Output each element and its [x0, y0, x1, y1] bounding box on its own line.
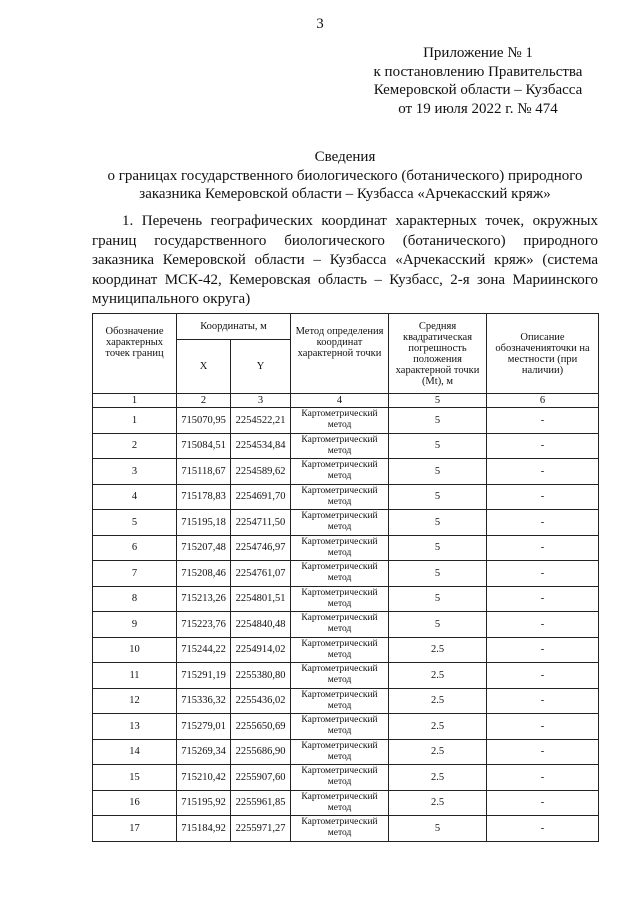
point-number: 2 — [93, 433, 177, 459]
point-description: - — [487, 663, 599, 689]
mean-square-error: 2.5 — [389, 739, 487, 765]
y-coordinate: 2254801,51 — [231, 586, 291, 612]
column-number: 5 — [389, 394, 487, 408]
header-description: Описание обозначенияточки на местности (при наличии) — [487, 314, 599, 394]
point-number: 9 — [93, 612, 177, 638]
point-number: 12 — [93, 688, 177, 714]
point-description: - — [487, 459, 599, 485]
y-coordinate: 2255650,69 — [231, 714, 291, 740]
column-numbers-row — [93, 394, 599, 408]
mean-square-error: 2.5 — [389, 663, 487, 689]
point-number: 14 — [93, 739, 177, 765]
table-row — [93, 816, 599, 842]
header-coords: Координаты, м — [177, 314, 291, 340]
x-coordinate: 715207,48 — [177, 535, 231, 561]
point-number: 4 — [93, 484, 177, 510]
method: Картометрический метод — [291, 637, 389, 663]
point-number: 1 — [93, 408, 177, 434]
mean-square-error: 2.5 — [389, 637, 487, 663]
table-row — [93, 510, 599, 536]
appendix-line-3: Кемеровской области – Кузбасса — [373, 82, 583, 98]
table-body — [93, 408, 599, 842]
method: Картометрический метод — [291, 535, 389, 561]
x-coordinate: 715279,01 — [177, 714, 231, 740]
point-description: - — [487, 586, 599, 612]
mean-square-error: 2.5 — [389, 790, 487, 816]
y-coordinate: 2255961,85 — [231, 790, 291, 816]
y-coordinate: 2255907,60 — [231, 765, 291, 791]
x-coordinate: 715336,32 — [177, 688, 231, 714]
mean-square-error: 5 — [389, 408, 487, 434]
method: Картометрический метод — [291, 765, 389, 791]
point-description: - — [487, 408, 599, 434]
header-y: Y — [231, 340, 291, 394]
table-row — [93, 688, 599, 714]
table-row — [93, 790, 599, 816]
point-number: 16 — [93, 790, 177, 816]
point-description: - — [487, 433, 599, 459]
y-coordinate: 2254711,50 — [231, 510, 291, 536]
mean-square-error: 5 — [389, 433, 487, 459]
table-row — [93, 663, 599, 689]
table-row — [93, 459, 599, 485]
y-coordinate: 2254534,84 — [231, 433, 291, 459]
point-description: - — [487, 688, 599, 714]
x-coordinate: 715210,42 — [177, 765, 231, 791]
header-point: Обозначение характерных точек границ — [93, 314, 177, 394]
point-number: 13 — [93, 714, 177, 740]
y-coordinate: 2254746,97 — [231, 535, 291, 561]
point-number: 11 — [93, 663, 177, 689]
table-row — [93, 484, 599, 510]
table-row — [93, 739, 599, 765]
table-row — [93, 586, 599, 612]
appendix-line-4: от 19 июля 2022 г. № 474 — [398, 100, 558, 117]
mean-square-error: 5 — [389, 561, 487, 587]
method: Картометрический метод — [291, 816, 389, 842]
method: Картометрический метод — [291, 561, 389, 587]
heading-line-3: заказника Кемеровской области – Кузбасса «Арчекасский кряж» — [139, 186, 551, 202]
point-description: - — [487, 561, 599, 587]
y-coordinate: 2254840,48 — [231, 612, 291, 638]
table-row — [93, 765, 599, 791]
table-row — [93, 612, 599, 638]
mean-square-error: 5 — [389, 484, 487, 510]
intro-paragraph: 1. Перечень географических координат характерных точек, окружных границ государственного биологического (ботанического) природного заказника Кемеровской области – Кузбасса «Арчекасский кряж» (система координат МСК-42, Кемеровская область – Кузбасс, 2-я зона Мариинского муниципального округа) — [92, 213, 598, 307]
heading-line-2: о границах государственного биологического (ботанического) природного — [107, 167, 583, 184]
header-error: Средняя квадратическая погрешность положения характерной точки (Mt), м — [389, 314, 487, 394]
mean-square-error: 5 — [389, 459, 487, 485]
mean-square-error: 5 — [389, 816, 487, 842]
column-number: 3 — [231, 394, 291, 408]
point-description: - — [487, 612, 599, 638]
mean-square-error: 5 — [389, 612, 487, 638]
y-coordinate: 2255686,90 — [231, 739, 291, 765]
method: Картометрический метод — [291, 714, 389, 740]
point-description: - — [487, 714, 599, 740]
method: Картометрический метод — [291, 663, 389, 689]
x-coordinate: 715244,22 — [177, 637, 231, 663]
x-coordinate: 715223,76 — [177, 612, 231, 638]
header-method: Метод определения координат характерной точки — [291, 314, 389, 394]
x-coordinate: 715118,67 — [177, 459, 231, 485]
point-number: 17 — [93, 816, 177, 842]
method: Картометрический метод — [291, 688, 389, 714]
method: Картометрический метод — [291, 459, 389, 485]
method: Картометрический метод — [291, 433, 389, 459]
mean-square-error: 2.5 — [389, 714, 487, 740]
point-description: - — [487, 484, 599, 510]
point-description: - — [487, 790, 599, 816]
table-row — [93, 408, 599, 434]
x-coordinate: 715195,92 — [177, 790, 231, 816]
mean-square-error: 5 — [389, 535, 487, 561]
point-number: 15 — [93, 765, 177, 791]
appendix-block — [360, 44, 596, 118]
coordinates-table — [92, 313, 599, 842]
x-coordinate: 715208,46 — [177, 561, 231, 587]
y-coordinate: 2255971,27 — [231, 816, 291, 842]
point-number: 5 — [93, 510, 177, 536]
y-coordinate: 2254589,62 — [231, 459, 291, 485]
table-row — [93, 433, 599, 459]
mean-square-error: 5 — [389, 510, 487, 536]
method: Картометрический метод — [291, 790, 389, 816]
point-number: 7 — [93, 561, 177, 587]
column-number: 1 — [93, 394, 177, 408]
point-number: 8 — [93, 586, 177, 612]
x-coordinate: 715269,34 — [177, 739, 231, 765]
header-x: X — [177, 340, 231, 394]
point-description: - — [487, 510, 599, 536]
x-coordinate: 715084,51 — [177, 433, 231, 459]
y-coordinate: 2254522,21 — [231, 408, 291, 434]
column-number: 6 — [487, 394, 599, 408]
method: Картометрический метод — [291, 586, 389, 612]
x-coordinate: 715291,19 — [177, 663, 231, 689]
appendix-line-2: к постановлению Правительства — [373, 63, 583, 80]
point-description: - — [487, 765, 599, 791]
point-number: 6 — [93, 535, 177, 561]
table-row — [93, 714, 599, 740]
y-coordinate: 2254914,02 — [231, 637, 291, 663]
method: Картометрический метод — [291, 408, 389, 434]
column-number: 2 — [177, 394, 231, 408]
method: Картометрический метод — [291, 510, 389, 536]
mean-square-error: 2.5 — [389, 688, 487, 714]
point-description: - — [487, 535, 599, 561]
table-row — [93, 637, 599, 663]
point-description: - — [487, 816, 599, 842]
x-coordinate: 715178,83 — [177, 484, 231, 510]
x-coordinate: 715070,95 — [177, 408, 231, 434]
y-coordinate: 2254691,70 — [231, 484, 291, 510]
method: Картометрический метод — [291, 739, 389, 765]
mean-square-error: 5 — [389, 586, 487, 612]
point-number: 3 — [93, 459, 177, 485]
table-row — [93, 535, 599, 561]
method: Картометрический метод — [291, 612, 389, 638]
heading-line-1: Сведения — [314, 149, 376, 165]
y-coordinate: 2255436,02 — [231, 688, 291, 714]
y-coordinate: 2255380,80 — [231, 663, 291, 689]
table-row — [93, 561, 599, 587]
document-heading — [92, 148, 598, 204]
appendix-line-1: Приложение № 1 — [423, 45, 533, 61]
y-coordinate: 2254761,07 — [231, 561, 291, 587]
x-coordinate: 715213,26 — [177, 586, 231, 612]
method: Картометрический метод — [291, 484, 389, 510]
point-description: - — [487, 637, 599, 663]
point-number: 10 — [93, 637, 177, 663]
x-coordinate: 715184,92 — [177, 816, 231, 842]
x-coordinate: 715195,18 — [177, 510, 231, 536]
column-number: 4 — [291, 394, 389, 408]
point-description: - — [487, 739, 599, 765]
mean-square-error: 2.5 — [389, 765, 487, 791]
page-number: 3 — [316, 16, 324, 32]
